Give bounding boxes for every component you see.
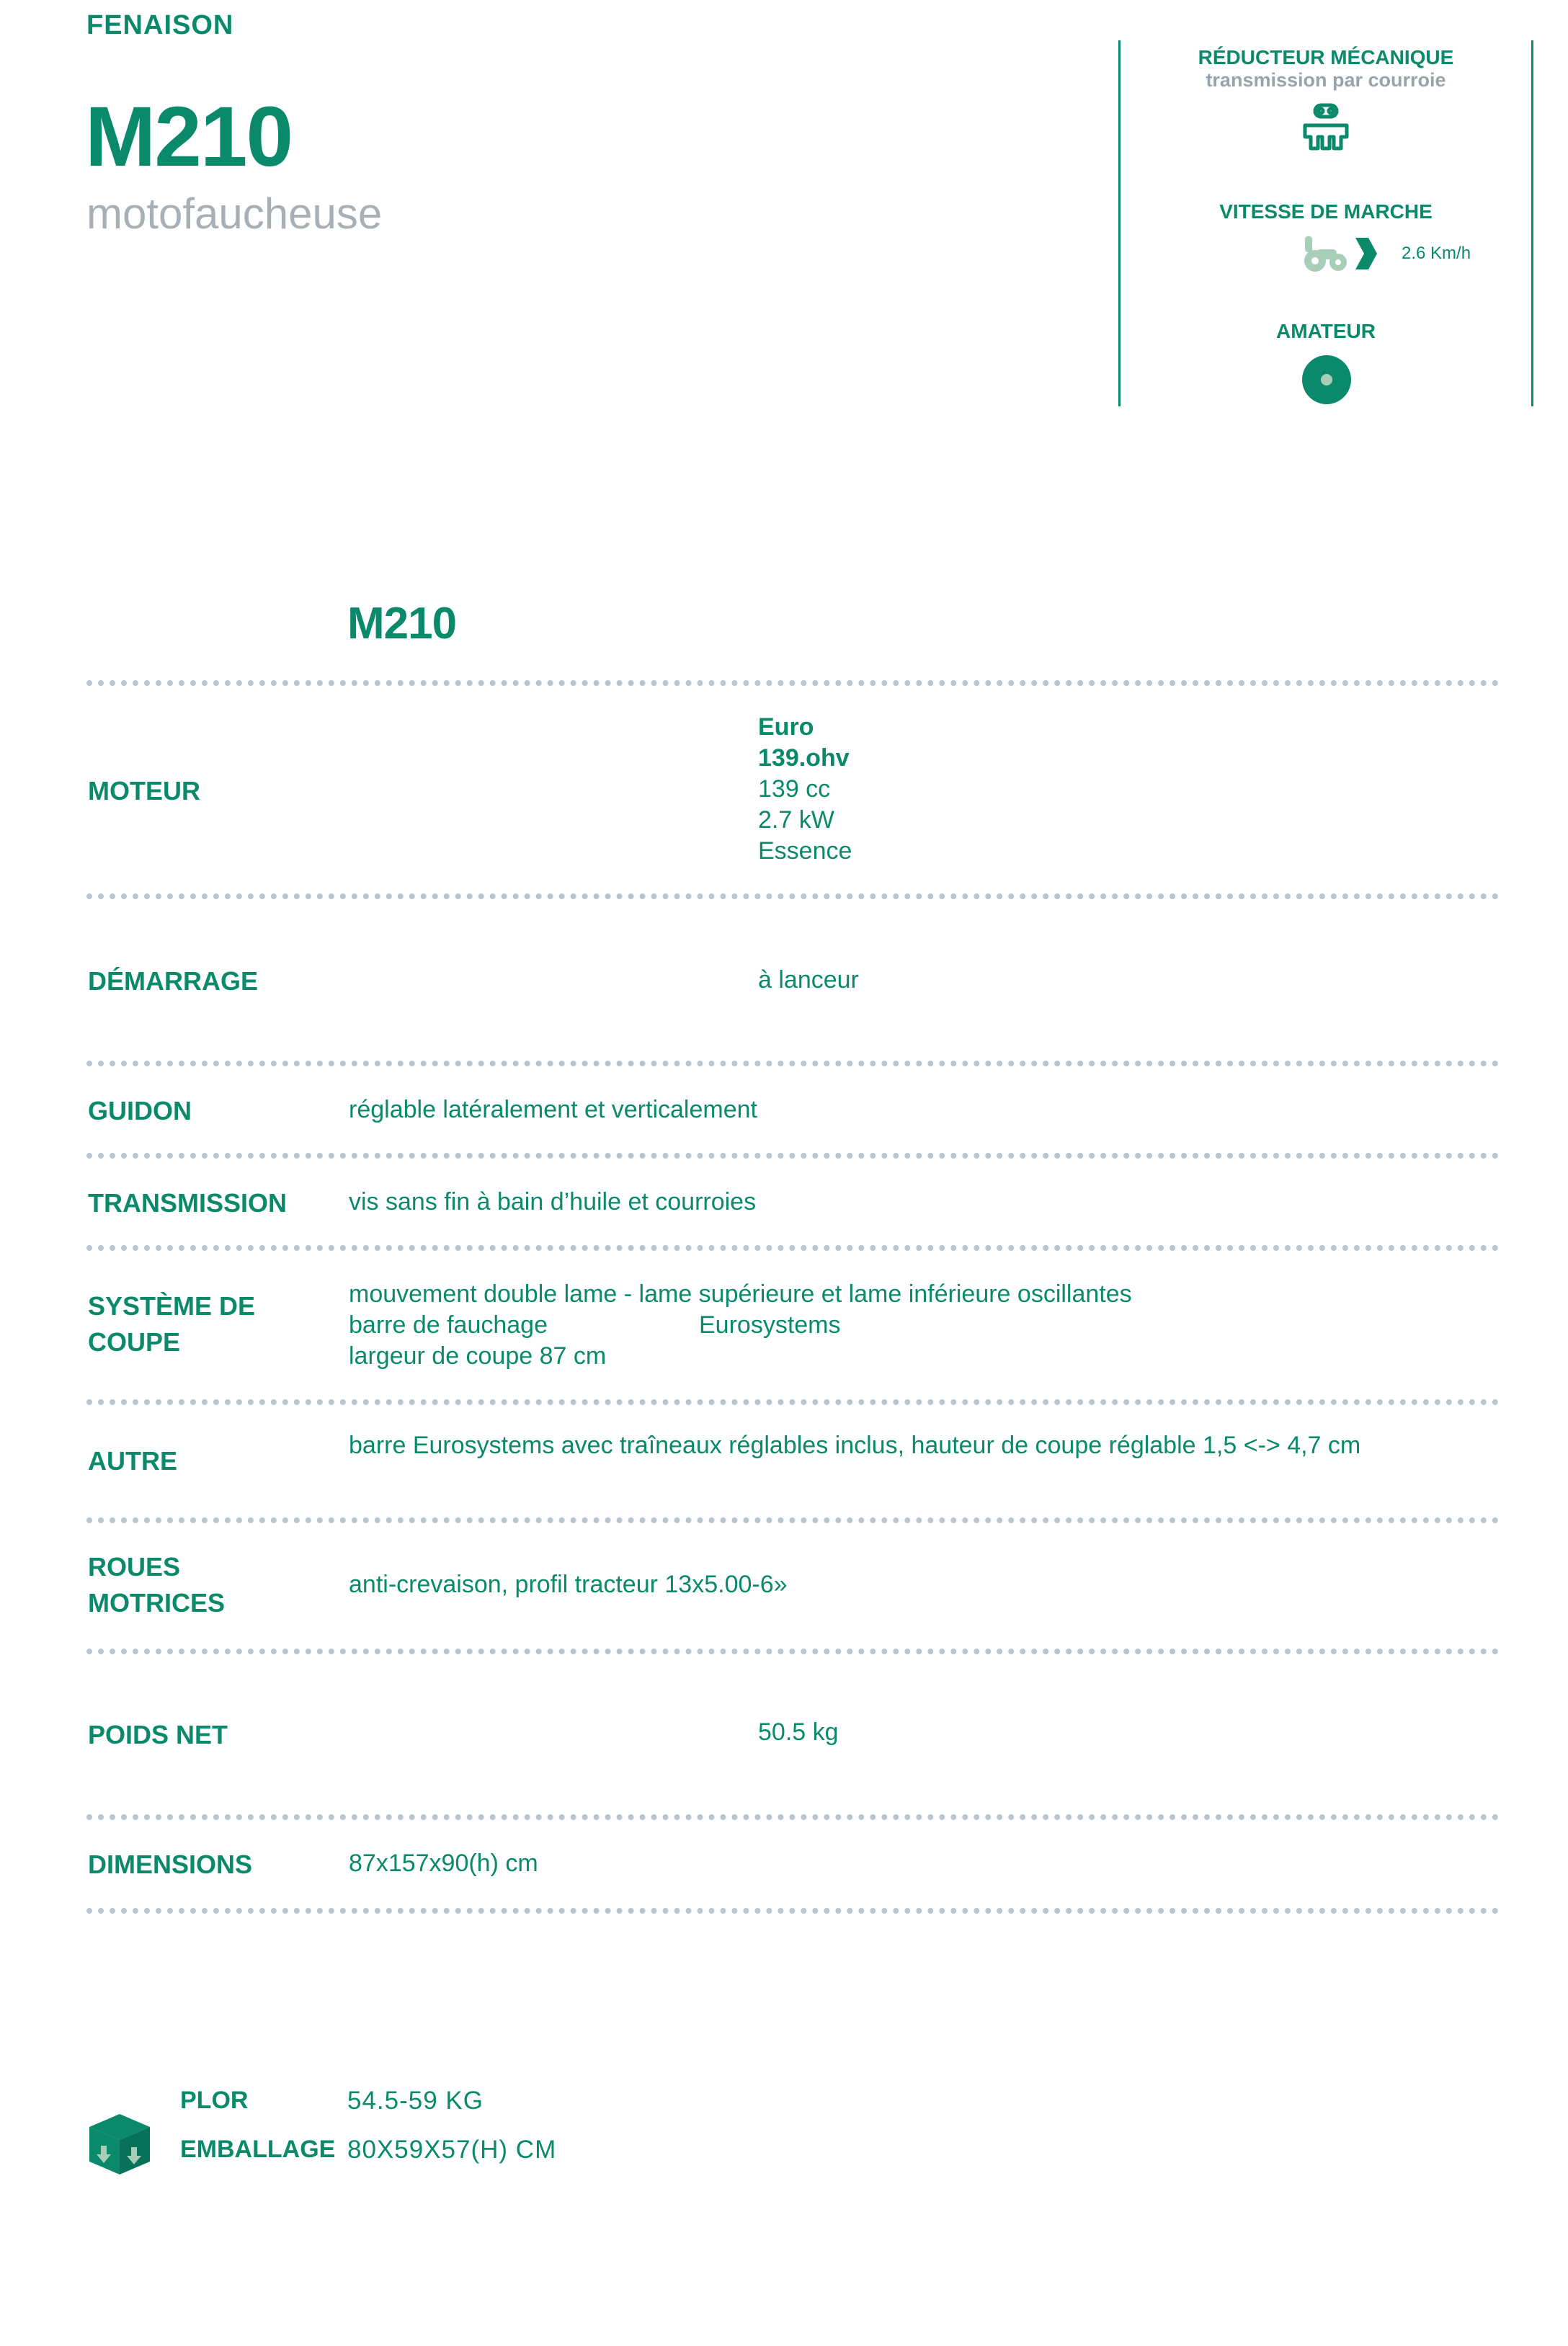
chevron-right-icon — [1353, 235, 1378, 272]
cutting-bar-label: barre de fauchage — [349, 1311, 548, 1339]
spec-label-transmission: TRANSMISSION — [88, 1188, 288, 1218]
spec-label-moteur: MOTEUR — [88, 776, 200, 806]
cutting-bar-value: Eurosystems — [699, 1311, 841, 1339]
row-divider — [86, 1399, 1499, 1405]
speed-title: VITESSE DE MARCHE — [1219, 200, 1433, 223]
engine-brand: Euro — [758, 713, 814, 741]
label-line: MOTRICES — [88, 1588, 226, 1618]
engine-model: 139.ohv — [758, 744, 850, 772]
spec-label-poids: POIDS NET — [88, 1720, 228, 1749]
walk-speed-icon — [1301, 233, 1350, 274]
spec-label-roues — [88, 1549, 225, 1621]
gearbox-subtitle: transmission par courroie — [1206, 69, 1446, 91]
spec-value-poids: 50.5 kg — [758, 1718, 839, 1746]
label-line: SYSTÈME DE — [88, 1291, 256, 1321]
row-divider — [86, 1814, 1499, 1820]
category-label: FENAISON — [86, 10, 234, 40]
spec-label-guidon: GUIDON — [88, 1096, 192, 1125]
engine-fuel: Essence — [758, 837, 852, 865]
row-divider — [86, 680, 1499, 686]
spec-value-roues: anti-crevaison, profil tracteur 13x5.00-6» — [349, 1571, 788, 1598]
spec-label-demarrage: DÉMARRAGE — [88, 966, 259, 996]
model-title: M210 — [85, 89, 293, 184]
row-divider — [86, 1153, 1499, 1159]
feature-panel — [1118, 40, 1533, 406]
package-weight-value: 54.5-59 KG — [347, 2087, 484, 2115]
amateur-level-icon — [1301, 354, 1352, 405]
row-divider — [86, 893, 1499, 899]
spec-value-moteur — [758, 712, 852, 867]
gearbox-title: RÉDUCTEUR MÉCANIQUE — [1198, 46, 1454, 68]
engine-displacement: 139 cc — [758, 775, 831, 803]
row-divider — [86, 1517, 1499, 1523]
row-divider — [86, 1908, 1499, 1914]
model-subtitle: motofaucheuse — [86, 189, 383, 238]
spec-label-systeme-coupe — [88, 1288, 255, 1360]
level-title: AMATEUR — [1276, 320, 1376, 342]
package-box-icon — [86, 2111, 153, 2177]
spec-value-guidon: réglable latéralement et verticalement — [349, 1096, 757, 1123]
gearbox-icon — [1298, 101, 1354, 156]
package-size-value: 80X59X57(H) CM — [347, 2136, 557, 2164]
label-line: COUPE — [88, 1327, 181, 1357]
spec-value-demarrage: à lanceur — [758, 966, 859, 994]
spec-label-autre: AUTRE — [88, 1446, 177, 1476]
row-divider — [86, 1649, 1499, 1654]
spec-label-dimensions: DIMENSIONS — [88, 1850, 253, 1879]
cutting-line-1: mouvement double lame - lame supérieure et lame inférieure oscillantes — [349, 1280, 1132, 1308]
spec-value-transmission: vis sans fin à bain d’huile et courroies — [349, 1188, 757, 1216]
row-divider — [86, 1061, 1499, 1066]
row-divider — [86, 1245, 1499, 1251]
speed-value: 2.6 Km/h — [1402, 244, 1471, 263]
label-line: ROUES — [88, 1552, 181, 1582]
spec-model-heading: M210 — [347, 599, 457, 648]
cutting-width: largeur de coupe 87 cm — [349, 1342, 607, 1370]
engine-power: 2.7 kW — [758, 806, 834, 834]
package-weight-label: PLOR — [180, 2087, 249, 2114]
package-size-label: EMBALLAGE — [180, 2136, 336, 2163]
spec-value-dimensions: 87x157x90(h) cm — [349, 1850, 538, 1877]
spec-value-autre: barre Eurosystems avec traîneaux réglables inclus, hauteur de coupe réglable 1,5 <-> 4,7 cm — [349, 1432, 1361, 1459]
